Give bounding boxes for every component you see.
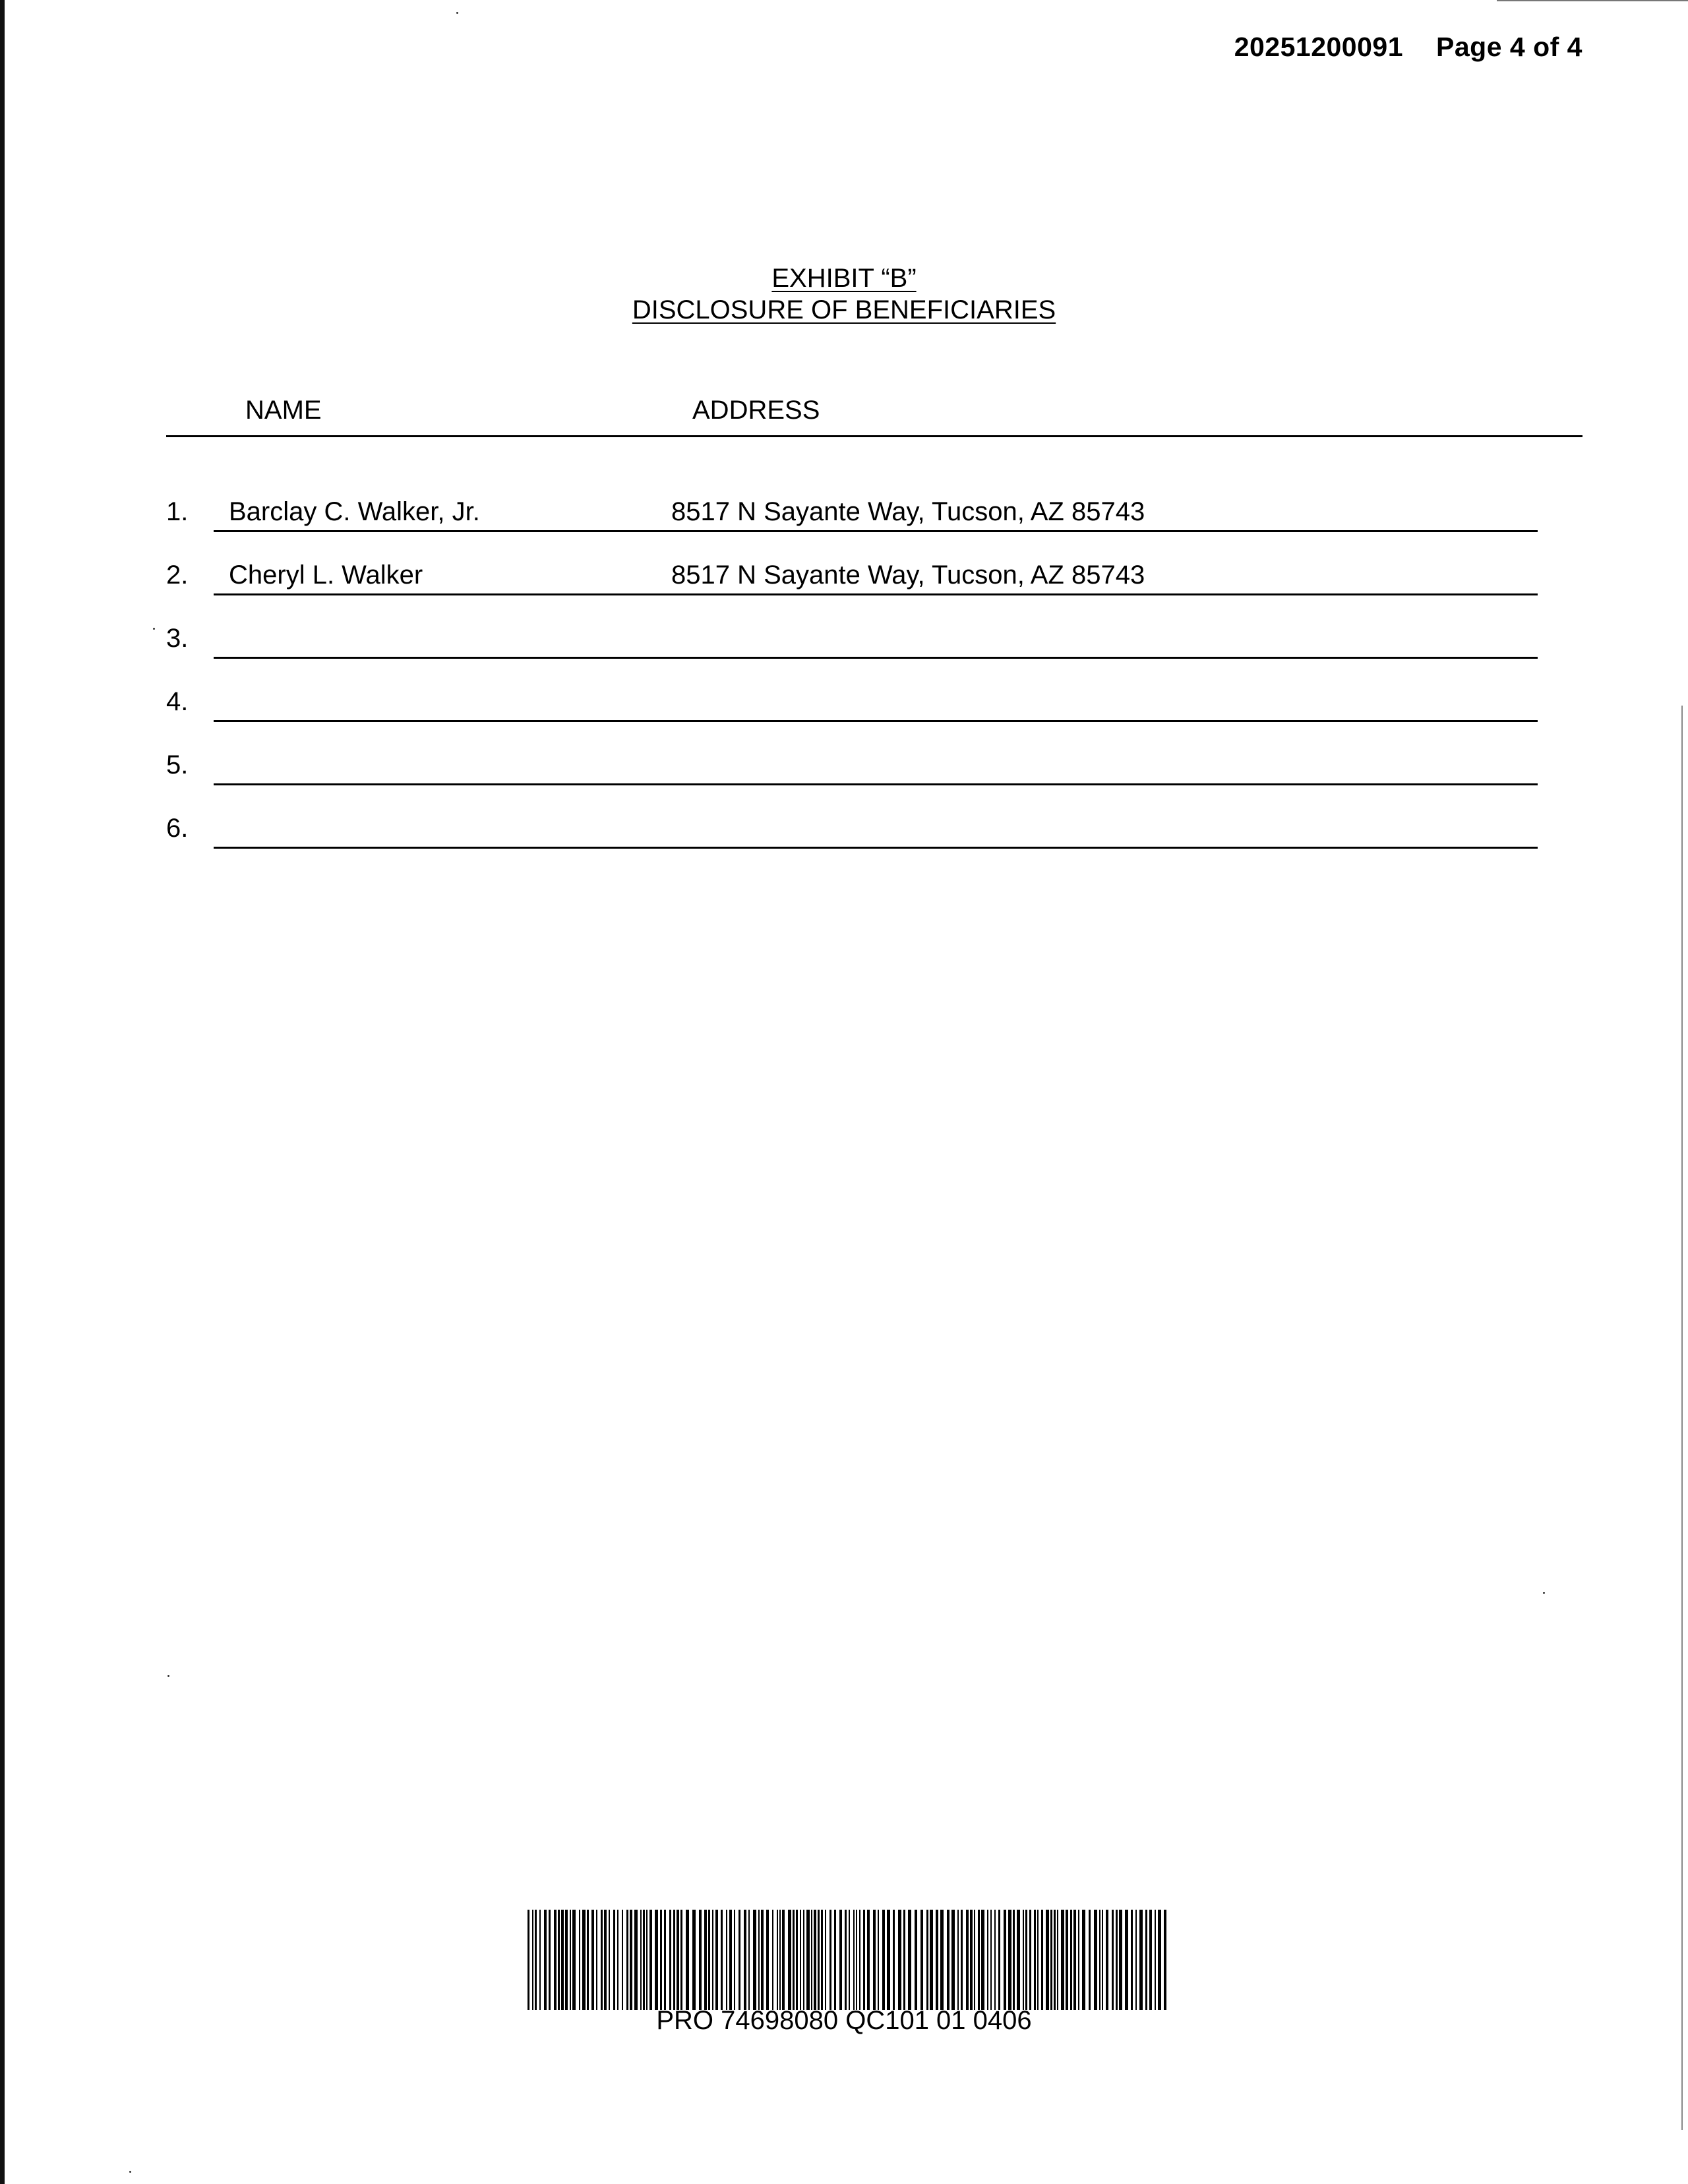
barcode-bar: [970, 1910, 973, 2010]
barcode-bar: [587, 1910, 589, 2010]
barcode-bar: [677, 1910, 679, 2010]
barcode-bar: [803, 1910, 804, 2010]
barcode-bar: [761, 1910, 764, 2010]
barcode-bar: [863, 1910, 865, 2010]
barcode-bar: [998, 1910, 1000, 2010]
barcode-bar: [601, 1910, 603, 2010]
barcode-bar: [936, 1910, 938, 2010]
barcode-bar: [1061, 1910, 1064, 2010]
barcode-bar: [793, 1910, 795, 2010]
barcode-bar: [878, 1910, 879, 2010]
barcode-bar: [604, 1910, 607, 2010]
barcode-bar: [779, 1910, 781, 2010]
fill-in-line: [214, 657, 1538, 659]
beneficiary-name: Barclay C. Walker, Jr.: [229, 497, 480, 526]
barcode-bar: [1094, 1910, 1097, 2010]
barcode-bar: [1158, 1910, 1161, 2010]
barcode-bar: [974, 1910, 975, 2010]
barcode-bar: [1112, 1910, 1114, 2010]
exhibit-title-block: [0, 262, 1688, 326]
beneficiary-address: 8517 N Sayante Way, Tucson, AZ 85743: [671, 497, 1145, 526]
barcode-bar: [646, 1910, 648, 2010]
barcode-bar: [1131, 1910, 1133, 2010]
barcode-bar: [849, 1910, 850, 2010]
barcode-bar: [664, 1910, 666, 2010]
column-header-address: ADDRESS: [692, 396, 820, 425]
scan-top-mark: [1497, 0, 1688, 1]
barcode-bar: [1025, 1910, 1027, 2010]
barcode-bar: [1041, 1910, 1043, 2010]
barcode-bar: [528, 1910, 529, 2010]
barcode-bar: [1050, 1910, 1052, 2010]
barcode-bar: [726, 1910, 727, 2010]
header-rule: [166, 435, 1582, 437]
barcode-bar: [715, 1910, 718, 2010]
barcode-bar: [981, 1910, 984, 2010]
barcode-bar: [772, 1910, 773, 2010]
fill-in-line: [214, 593, 1538, 595]
beneficiary-row: [166, 814, 1538, 853]
barcode-bar: [903, 1910, 905, 2010]
barcode-bar: [873, 1910, 876, 2010]
barcode-bar: [1013, 1910, 1015, 2010]
barcode-bar: [1102, 1910, 1103, 2010]
barcode-bar: [708, 1910, 710, 2010]
barcode-bar: [617, 1910, 618, 2010]
barcode-bar: [800, 1910, 801, 2010]
row-number: 2.: [166, 561, 189, 590]
barcode-bar: [649, 1910, 652, 2010]
barcode-bar: [806, 1910, 810, 2010]
barcode-bar: [1008, 1910, 1011, 2010]
barcode-bar: [554, 1910, 557, 2010]
barcode-bar: [966, 1910, 969, 2010]
barcode-bar: [1054, 1910, 1056, 2010]
barcode-bar: [535, 1910, 537, 2010]
barcode-bar: [882, 1910, 885, 2010]
fill-in-line: [214, 847, 1538, 849]
fill-in-line: [214, 720, 1538, 722]
barcode-bar: [1029, 1910, 1031, 2010]
barcode-bar: [712, 1910, 713, 2010]
barcode-bar: [1070, 1910, 1072, 2010]
barcode-bar: [940, 1910, 944, 2010]
barcode-bar: [1089, 1910, 1091, 2010]
barcode-bar: [692, 1910, 696, 2010]
barcode-bar: [1004, 1910, 1006, 2010]
barcode-bar: [951, 1910, 955, 2010]
barcode-bar: [729, 1910, 732, 2010]
barcode-bar: [565, 1910, 568, 2010]
barcode-bar: [825, 1910, 826, 2010]
barcode-bar: [1106, 1910, 1108, 2010]
barcode-bar: [570, 1910, 571, 2010]
barcode-bar: [686, 1910, 689, 2010]
barcode-bar: [920, 1910, 923, 2010]
barcode-bar: [643, 1910, 645, 2010]
scan-speck: [153, 628, 155, 630]
barcode-bar: [558, 1910, 560, 2010]
scan-speck: [167, 1675, 169, 1677]
barcode-bar: [1099, 1910, 1100, 2010]
barcode-bar: [829, 1910, 831, 2010]
barcode-bar: [1017, 1910, 1020, 2010]
barcode-bar: [1066, 1910, 1068, 2010]
fill-in-line: [214, 530, 1538, 532]
barcode-bar: [811, 1910, 812, 2010]
barcode-bar: [782, 1910, 785, 2010]
barcode-bar: [766, 1910, 769, 2010]
barcode-bar: [961, 1910, 963, 2010]
barcode-bar: [814, 1910, 816, 2010]
barcode-bar: [660, 1910, 662, 2010]
barcode-bar: [1073, 1910, 1076, 2010]
barcode-bar: [777, 1910, 778, 2010]
barcode-bar: [845, 1910, 847, 2010]
barcode-bar: [1164, 1910, 1166, 2010]
page-label: Page 4 of 4: [1436, 32, 1582, 62]
barcode-bar: [1034, 1910, 1036, 2010]
barcode-bar: [734, 1910, 735, 2010]
scan-speck: [1543, 1592, 1545, 1594]
barcode-bar: [930, 1910, 933, 2010]
barcode-bar: [1149, 1910, 1152, 2010]
barcode-bar: [859, 1910, 860, 2010]
barcode-bar: [1139, 1910, 1143, 2010]
barcode-bar: [957, 1910, 959, 2010]
barcode-bar: [738, 1910, 740, 2010]
barcode-bar: [640, 1910, 642, 2010]
barcode-bar: [1119, 1910, 1122, 2010]
barcode-bar: [834, 1910, 836, 2010]
scan-speck: [456, 12, 458, 14]
barcode-bar: [532, 1910, 533, 2010]
row-number: 3.: [166, 624, 189, 653]
fill-in-line: [214, 783, 1538, 785]
barcode-image: [528, 1910, 1167, 2010]
barcode-bar: [1046, 1910, 1049, 2010]
barcode-bar: [796, 1910, 798, 2010]
barcode-text: PRO 74698080 QC101 01 0406: [656, 2006, 1032, 2035]
barcode-bar: [609, 1910, 610, 2010]
row-number: 6.: [166, 814, 189, 843]
column-header-name: NAME: [245, 396, 322, 425]
barcode-bar: [753, 1910, 756, 2010]
barcode-bar: [987, 1910, 988, 2010]
barcode-bar: [1023, 1910, 1024, 2010]
barcode-bar: [1082, 1910, 1085, 2010]
barcode-bar: [853, 1910, 855, 2010]
barcode-bar: [821, 1910, 823, 2010]
barcode-bar: [721, 1910, 723, 2010]
barcode-bar: [613, 1910, 615, 2010]
barcode-bar: [622, 1910, 623, 2010]
barcode-bar: [788, 1910, 791, 2010]
barcode-bar: [1057, 1910, 1058, 2010]
barcode-bar: [990, 1910, 992, 2010]
beneficiary-row: [166, 687, 1538, 727]
beneficiary-row: [166, 561, 1538, 600]
barcode-bar: [591, 1910, 594, 2010]
beneficiary-row: [166, 750, 1538, 790]
barcode-bar: [893, 1910, 895, 2010]
exhibit-subtitle: DISCLOSURE OF BENEFICIARIES: [632, 295, 1056, 324]
barcode-bar: [596, 1910, 597, 2010]
scan-speck: [129, 2171, 131, 2173]
scan-right-line: [1681, 706, 1683, 2130]
barcode-bar: [572, 1910, 576, 2010]
barcode: [528, 1910, 1167, 2010]
barcode-bar: [898, 1910, 901, 2010]
barcode-bar: [544, 1910, 547, 2010]
barcode-bar: [699, 1910, 702, 2010]
barcode-bar: [818, 1910, 820, 2010]
barcode-bar: [655, 1910, 658, 2010]
barcode-bar: [1037, 1910, 1039, 2010]
exhibit-title: EXHIBIT “B”: [771, 264, 917, 293]
row-number: 5.: [166, 750, 189, 779]
barcode-bar: [704, 1910, 707, 2010]
barcode-bar: [856, 1910, 857, 2010]
document-number: 20251200091: [1234, 32, 1404, 62]
barcode-bar: [1135, 1910, 1137, 2010]
barcode-bar: [926, 1910, 928, 2010]
barcode-bar: [1078, 1910, 1079, 2010]
barcode-bar: [539, 1910, 541, 2010]
barcode-bar: [680, 1910, 682, 2010]
row-number: 4.: [166, 687, 189, 716]
barcode-bar: [634, 1910, 638, 2010]
barcode-bar: [1116, 1910, 1118, 2010]
document-reference: [1234, 32, 1582, 63]
barcode-bar: [579, 1910, 580, 2010]
barcode-bar: [673, 1910, 675, 2010]
beneficiary-address: 8517 N Sayante Way, Tucson, AZ 85743: [671, 561, 1145, 590]
barcode-bar: [887, 1910, 890, 2010]
beneficiary-row: [166, 497, 1538, 537]
barcode-bar: [748, 1910, 750, 2010]
barcode-bar: [744, 1910, 746, 2010]
row-number: 1.: [166, 497, 189, 526]
barcode-bar: [669, 1910, 671, 2010]
barcode-bar: [758, 1910, 760, 2010]
barcode-bar: [626, 1910, 628, 2010]
barcode-bar: [582, 1910, 586, 2010]
beneficiary-name: Cheryl L. Walker: [229, 561, 423, 590]
barcode-bar: [908, 1910, 911, 2010]
barcode-bar: [839, 1910, 842, 2010]
barcode-bar: [1145, 1910, 1147, 2010]
barcode-bar: [1125, 1910, 1128, 2010]
barcode-bar: [947, 1910, 950, 2010]
barcode-bar: [994, 1910, 996, 2010]
barcode-bar: [630, 1910, 632, 2010]
scan-left-edge: [0, 0, 5, 2184]
beneficiary-row: [166, 624, 1538, 663]
barcode-bar: [561, 1910, 564, 2010]
barcode-bar: [915, 1910, 917, 2010]
barcode-bar: [549, 1910, 551, 2010]
barcode-bar: [867, 1910, 870, 2010]
barcode-bar: [978, 1910, 980, 2010]
barcode-bar: [1155, 1910, 1156, 2010]
